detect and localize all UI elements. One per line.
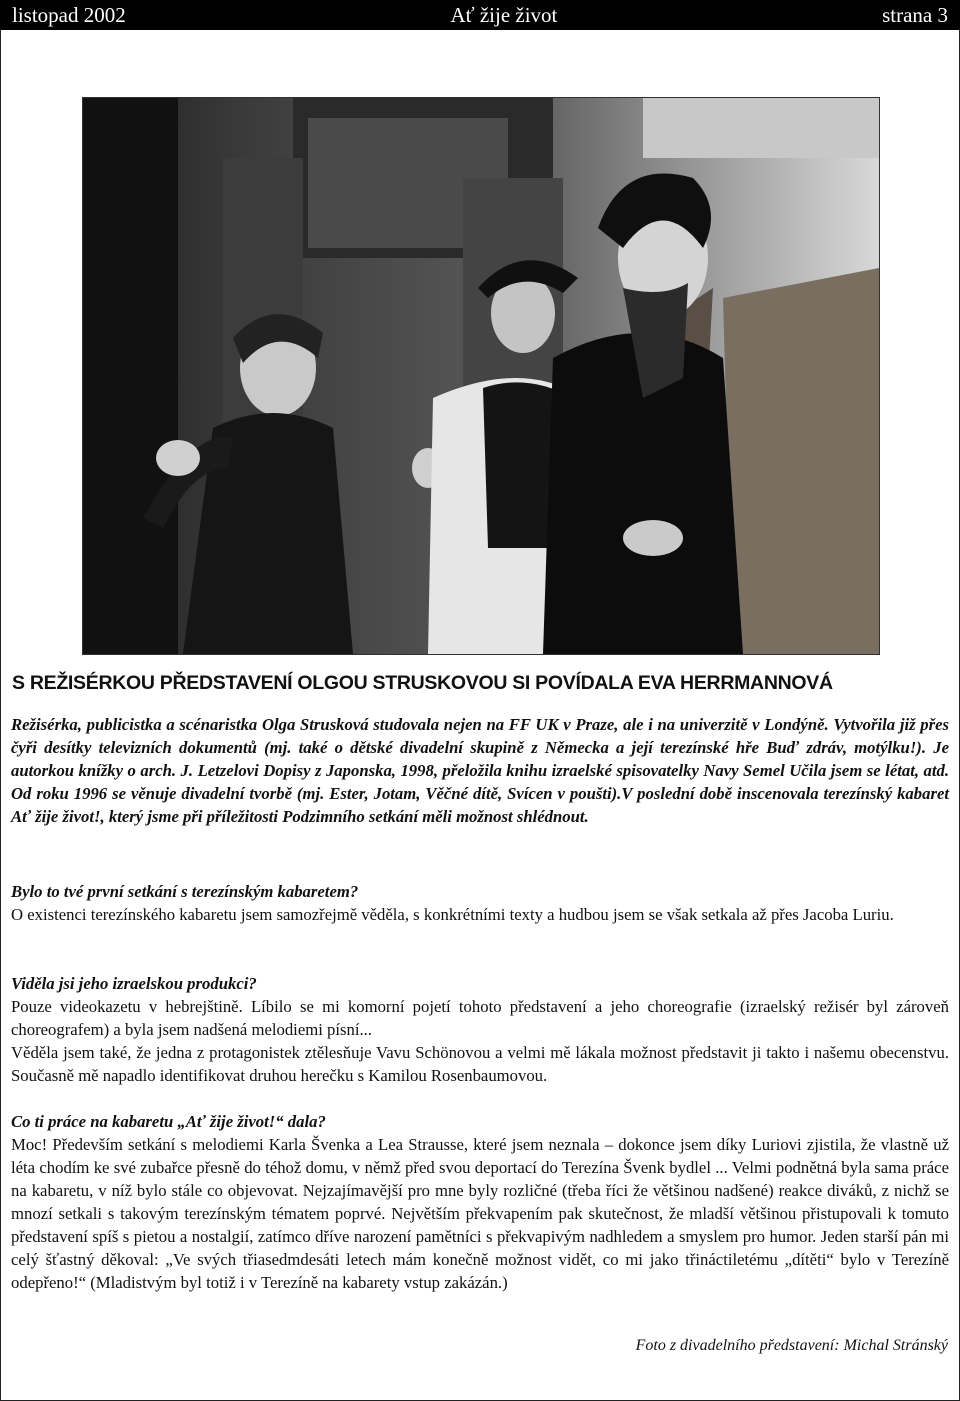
qa-block-2 xyxy=(11,972,949,1087)
interview-answer: Pouze videokazetu v hebrejštině. Líbilo se mi komorní pojetí tohoto představení a jeho choreografie (izraelský režisér byl zároveň choreografem) a byla jsem nadšená melodiemi písní... xyxy=(11,997,949,1039)
article-lead: Režisérka, publicistka a scénaristka Olga Strusková studovala nejen na FF UK v Praze, ale i na univerzitě v Londýně. Vytvořila již přes čyři desítky televizních dokumentů (mj. také o dětské divadelní skupině z Německa a její terezínské hře Buď zdráv, motýlku!). Je autorkou knížky o arch. J. Letzelovi Dopisy z Japonska, 1998, přeložila knihu izraelské spisovatelky Navy Semel Učila jsem se létat, atd. Od roku 1996 se věnuje divadelní tvorbě (mj. Ester, Jotam, Věčné dítě, Svícen v poušti).V poslední době inscenovala terezínský kabaret Ať žije život!, který jsme při příležitosti Podzimního setkání měli možnost shlédnout. xyxy=(11,715,949,826)
qa-block-3 xyxy=(11,1110,949,1294)
article-headline: S REŽISÉRKOU PŘEDSTAVENÍ OLGOU STRUSKOVOU SI POVÍDALA EVA HERRMANNOVÁ xyxy=(12,672,833,694)
interview-answer: O existenci terezínského kabaretu jsem samozřejmě věděla, s konkrétními texty a hudbou jsem se však setkala až přes Jacoba Luriu. xyxy=(11,905,894,924)
newsletter-title: Ať žije život xyxy=(450,2,558,27)
photo-credit: Foto z divadelního představení: Michal Stránský xyxy=(635,1337,948,1354)
interview-question: Viděla jsi jeho izraelskou produkci? xyxy=(11,974,257,993)
page-number: strana 3 xyxy=(882,2,948,27)
issue-date: listopad 2002 xyxy=(12,2,126,27)
interview-question: Bylo to tvé první setkání s terezínským kabaretem? xyxy=(11,882,359,901)
page-header xyxy=(0,0,960,30)
interview-answer: Věděla jsem také, že jedna z protagonistek ztělesňuje Vavu Schönovou a velmi mě lákala možnost představit ji takto i našemu obecenstvu. Současně mě napadlo identifikovat druhou herečku s Kamilou Rosenbaumovou. xyxy=(11,1043,949,1085)
qa-block-1 xyxy=(11,880,949,926)
interview-answer: Moc! Především setkání s melodiemi Karla Švenka a Lea Strausse, které jsem neznala – dokonce jsem díky Luriovi zjistila, že vlastně už léta chodím ke své zubařce přesně do téhož domu, v němž před svou deportací do Terezína Švenk bydlel ... Velmi podnětná byla sama práce na kabaretu, v níž bylo stále co objevovat. Nejzajímavější pro mne byly rozličné (třeba říci že většinou nadšené) reakce diváků, z nichž se mnozí setkali s takovým terezínským tématem poprvé. Největším překvapením pak skutečnost, že mladší většinou přistupovali k tomuto představení spíš s pietou a nostalgií, zatímco dříve narození pamětníci s překvapivým nadhledem a smyslem pro humor. Jeden starší pán mi celý šťastný děkoval: „Ve svých třiasedmdesáti letech mám konečně možnost vidět, co mi jako třináctiletému „dítěti“ bylo v Terezíně odepřeno!“ (Mladistvým byl totiž i v Terezíně na kabarety vstup zakázán.) xyxy=(11,1135,949,1292)
stage-photo xyxy=(82,97,880,655)
interview-question: Co ti práce na kabaretu „Ať žije život!“ dala? xyxy=(11,1112,326,1131)
